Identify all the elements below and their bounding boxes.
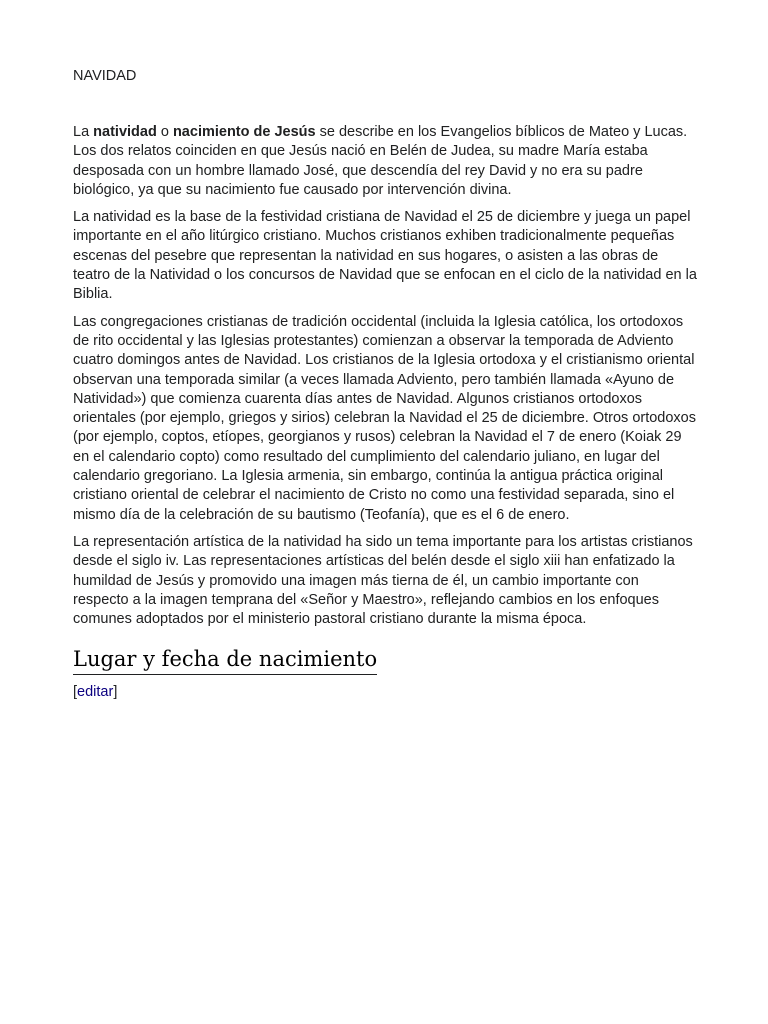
edit-bracket-open: [: [73, 684, 78, 701]
term-natividad: natividad: [93, 124, 157, 140]
section-edit: [73, 683, 698, 702]
paragraph-representacion: La representación artística de la natividad ha sido un tema importante para los artistas cristianos desde el siglo iv. Las representaciones artísticas del belén desde el siglo xiii han enfatizado la humildad de Jesús y promovido una imagen más tierna de él, un cambio importante con respecto a la imagen temprana del «Señor y Maestro», reflejando cambios en los enfoques comunes adoptados por el ministerio pastoral cristiano durante la misma época.: [73, 533, 693, 628]
intro-text-1: La: [73, 124, 94, 140]
section-heading: Lugar y fecha de nacimiento: [73, 645, 377, 675]
paragraph-festividad: La natividad es la base de la festividad cristiana de Navidad el 25 de diciembre y juega un papel importante en el año litúrgico cristiano. Muchos cristianos exhiben tradicionalmente pequeñas escenas del pesebre que representan la natividad en sus hogares, o asisten a las obras de teatro de la Natividad o los concursos de Navidad que se enfocan en el ciclo de la natividad en la Biblia.: [73, 209, 697, 303]
document-title: NAVIDAD: [73, 68, 137, 84]
document-page: [73, 67, 698, 702]
edit-link[interactable]: editar: [77, 684, 114, 701]
paragraph-adviento: Las congregaciones cristianas de tradición occidental (incluida la Iglesia católica, los ortodoxos de rito occidental y las Iglesias protestantes) comienzan a observar la temporada de Adviento cuatro domingos antes de Navidad. Los cristianos de la Iglesia ortodoxa y el cristianismo oriental observan una temporada similar (a veces llamada Adviento, pero también llamada «Ayuno de Natividad») que comienza cuarenta días antes de Navidad. Algunos cristianos ortodoxos orientales (por ejemplo, griegos y sirios) celebran la Navidad el 25 de diciembre. Otros ortodoxos (por ejemplo, coptos, etíopes, georgianos y rusos) celebran la Navidad el 7 de enero (Koiak 29 en el calendario copto) como resultado del cumplimiento del calendario juliano, en lugar del calendario gregoriano. La Iglesia armenia, sin embargo, continúa la antigua práctica original cristiano oriental de celebrar el nacimiento de Cristo no como una festividad separada, sino el mismo día de la celebración de su bautismo (Teofanía), que es el 6 de enero.: [73, 313, 696, 523]
intro-text-2: o: [156, 124, 173, 140]
edit-bracket-close: ]: [113, 684, 118, 701]
term-nacimiento-de-jesus: nacimiento de Jesús: [172, 124, 316, 140]
paragraph-intro: [73, 123, 698, 200]
intro-text-3: se describe en los Evangelios bíblicos de Mateo y Lucas. Los dos relatos coinciden en que Jesús nació en Belén de Judea, su madre María estaba desposada con un hombre llamado José, que descendía del rey David y no era su padre biológico, ya que su nacimiento fue causado por intervención divina.: [73, 124, 688, 198]
